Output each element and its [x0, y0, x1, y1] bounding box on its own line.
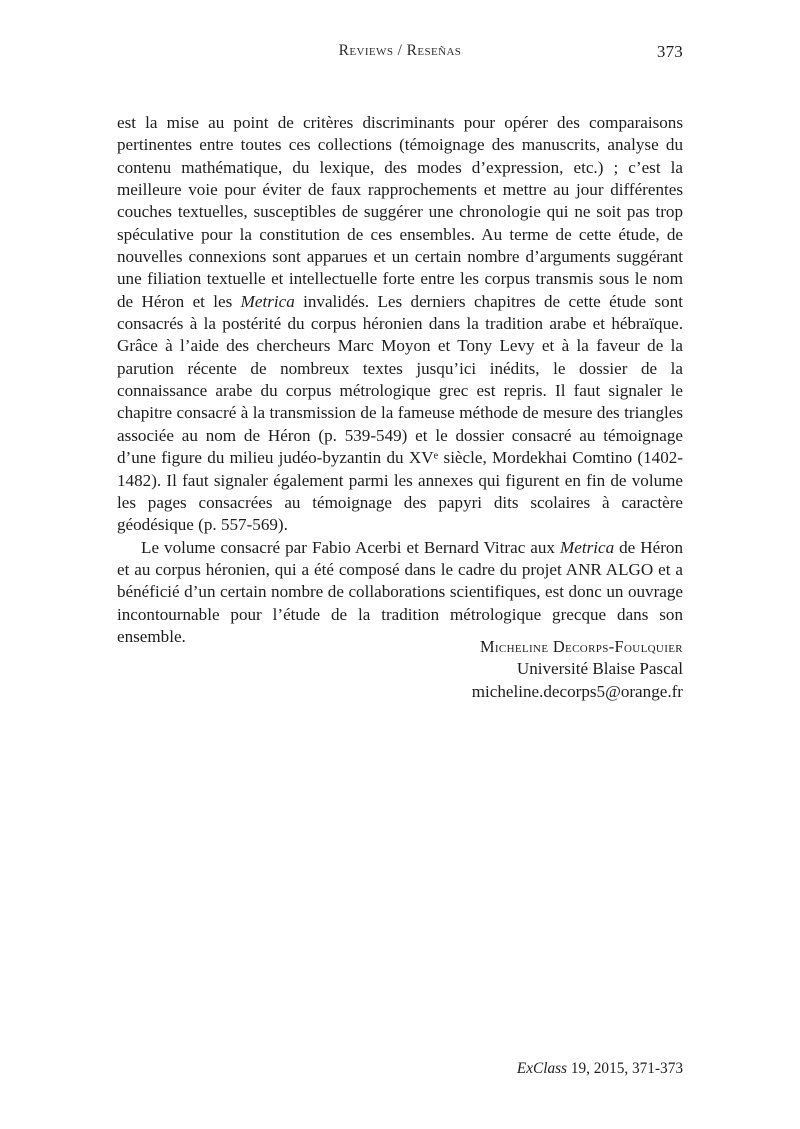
author-email: micheline.decorps5@orange.fr	[471, 682, 683, 701]
citation-details: 19, 2015, 371-373	[567, 1060, 683, 1077]
running-head-title: Reviews / Reseñas	[338, 42, 462, 59]
body-text-block	[117, 112, 683, 648]
running-head	[117, 42, 683, 68]
ordinal-superscript: e	[433, 450, 439, 462]
italic-title: Metrica	[240, 291, 295, 311]
body-paragraph: Le volume consacré par Fabio Acerbi et Bernard Vitrac aux Metrica de Héron et au corpus héronien, qui a été composé dans le cadre du projet ANR ALGO et a bénéficié d’un certain nombre de collaborations scientifiques, est donc un ouvrage incontournable pour l’étude de la tradition métrologique grecque dans son ensemble.	[117, 537, 684, 646]
signature-block	[117, 636, 683, 704]
italic-title: Metrica	[560, 537, 615, 557]
page-number: 373	[656, 42, 683, 61]
author-affiliation: Université Blaise Pascal	[516, 659, 683, 679]
body-paragraph: est la mise au point de critères discriminants pour opérer des comparaisons pertinentes entre toutes ces collections (témoignage des manuscrits, analyse du contenu mathématique, du lexique, des modes d’expression, etc.) ; c’est la meilleure voie pour éviter de faux rapprochements et mettre au jour différentes couches textuelles, susceptibles de suggérer une chronologie qui ne soit pas trop spéculative pour la constitution de ces ensembles. Au terme de cette étude, de nouvelles connexions sont apparues et un certain nombre d’arguments suggérant une filiation textuelle et intellectuelle forte entre les corpus transmis sous le nom de Héron et les Metrica invalidés. Les derniers chapitres de cette étude sont consacrés à la postérité du corpus héronien dans la tradition arabe et hébraïque. Grâce à l’aide des chercheurs Marc Moyon et Tony Levy et à la faveur de la parution récente de nombreux textes jusqu’ici inédits, le dossier de la connaissance arabe du corpus métrologique grec est repris. Il faut signaler le chapitre consacré à la transmission de la fameuse méthode de mesure des triangles associée au nom de Héron (p. 539-549) et le dossier consacré au témoignage d’une figure du milieu judéo-byzantin du XVe siècle, Mordekhai Comtino (1402-1482). Il faut signaler également parmi les annexes qui figurent en fin de volume les pages consacrées au témoignage des papyri dits scolaires à caractère géodésique (p. 557-569).	[117, 113, 683, 535]
author-name: Micheline Decorps-Foulquier	[479, 637, 683, 656]
footer-citation	[117, 1060, 683, 1078]
journal-name: ExClass	[516, 1060, 567, 1077]
